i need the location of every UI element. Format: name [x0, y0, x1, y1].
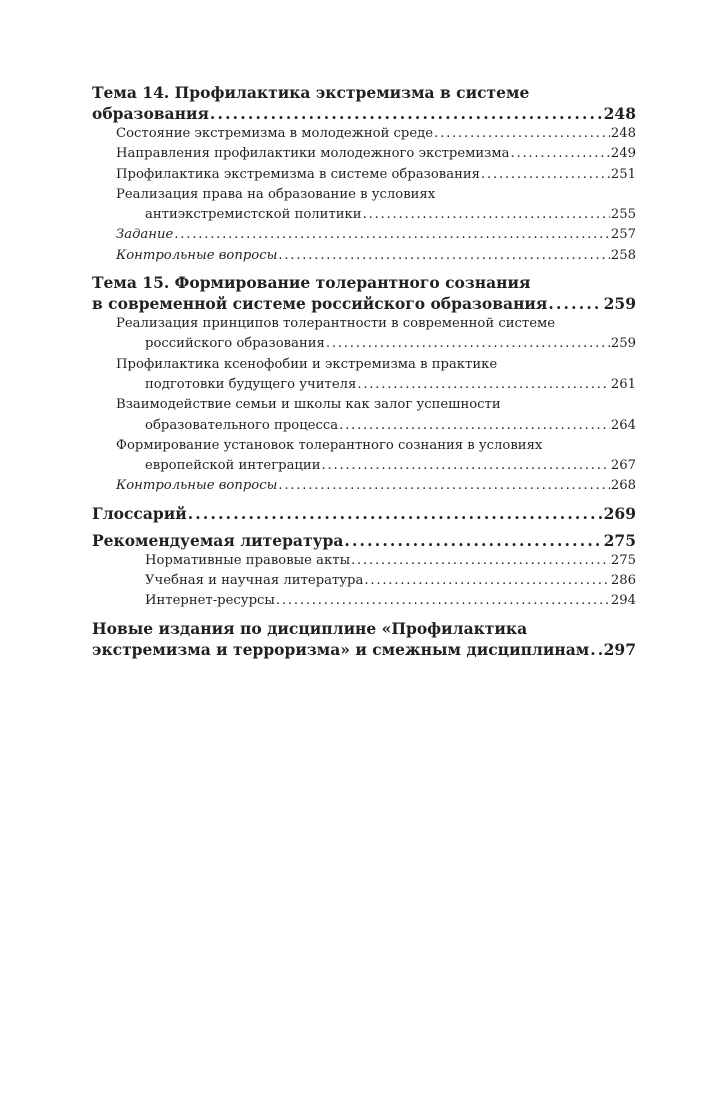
toc-item-title: Направления профилактики молодежного экстремизма [116, 146, 510, 162]
toc-item-legal-acts[interactable] [92, 551, 636, 571]
toc-item-page: 261 [610, 376, 636, 392]
toc-item-page: 268 [610, 478, 636, 494]
toc-item-title: Состояние экстремизма в молодежной среде [116, 126, 434, 141]
toc-item-page: 255 [610, 207, 636, 223]
toc-item-title-line1: Формирование установок толерантного сознания в условиях [116, 437, 543, 453]
toc-item-prevention-directions[interactable] [92, 144, 636, 164]
dot-leader [357, 375, 609, 395]
toc-glossary-page: 269 [603, 503, 636, 523]
toc-topic-14-heading-line2: образования [92, 104, 209, 123]
toc-literature-heading[interactable] [92, 530, 636, 551]
toc-item-title-line1: Реализация принципов толерантности в современной системе [116, 316, 556, 332]
toc-item-title-line1: Реализация права на образование в условиях [116, 186, 436, 202]
toc-item-page: 267 [610, 458, 636, 474]
toc-glossary [92, 503, 636, 524]
dot-leader [322, 456, 610, 476]
dot-leader [210, 103, 603, 124]
toc-item-page: 258 [610, 247, 636, 263]
toc-item-title: Задание [116, 227, 174, 243]
toc-item-title-line2: российского образования [145, 336, 325, 352]
dot-leader [326, 334, 610, 354]
toc-item-page: 294 [610, 593, 636, 609]
toc-item-title: Контрольные вопросы [116, 247, 278, 263]
dot-leader [344, 530, 602, 551]
toc-item-review-questions[interactable] [92, 246, 636, 266]
toc-item-title: Учебная и научная литература [145, 573, 364, 589]
toc-topic-14-heading[interactable] [92, 103, 636, 124]
toc-item-academic-literature[interactable] [92, 571, 636, 591]
toc-new-editions-line2: экстремизма и терроризма» и смежным дисциплинам [92, 639, 590, 659]
toc-item-title-line1: Профилактика ксенофобии и экстремизма в практике [116, 356, 498, 372]
toc-item-european-integration[interactable] [92, 436, 636, 477]
toc-item-xenophobia-prevention[interactable] [92, 355, 636, 396]
toc-item-title-line2: европейской интеграции [145, 458, 321, 474]
toc-topic-15-page: 259 [603, 294, 636, 314]
toc-new-editions [92, 618, 636, 660]
dot-leader [363, 205, 610, 225]
toc-item-title-line2: образовательного процесса [145, 417, 339, 433]
toc-item-prevention-education[interactable] [92, 165, 636, 185]
dot-leader [434, 124, 610, 144]
toc-item-page: 259 [610, 336, 636, 352]
toc-topic-14-heading-line1: Тема 14. Профилактика экстремизма в системе [92, 83, 530, 102]
dot-leader [481, 165, 610, 185]
toc-new-editions-line1: Новые издания по дисциплине «Профилактика [92, 618, 528, 638]
dot-leader [548, 293, 602, 314]
table-of-contents [92, 82, 636, 660]
toc-topic-15 [92, 272, 636, 497]
toc-item-title: Профилактика экстремизма в системе образования [116, 166, 480, 182]
toc-item-page: 264 [610, 417, 636, 433]
toc-literature-title: Рекомендуемая литература [92, 530, 344, 550]
dot-leader [276, 591, 610, 611]
toc-item-tolerance-principles[interactable] [92, 314, 636, 355]
dot-leader [590, 639, 602, 660]
toc-new-editions-page: 297 [603, 639, 636, 659]
toc-item-page: 275 [610, 552, 636, 568]
dot-leader [278, 246, 609, 266]
toc-item-title: Контрольные вопросы [116, 478, 278, 494]
toc-item-title: Нормативные правовые акты [145, 552, 351, 568]
toc-item-family-school[interactable] [92, 395, 636, 436]
dot-leader [174, 225, 610, 245]
toc-item-title-line2: антиэкстремистской политики [145, 207, 362, 223]
toc-item-assignment[interactable] [92, 225, 636, 245]
toc-item-title: Интернет-ресурсы [145, 593, 275, 609]
dot-leader [188, 503, 603, 524]
toc-literature [92, 530, 636, 612]
toc-topic-15-heading[interactable] [92, 293, 636, 314]
toc-topic-14-page: 248 [603, 104, 636, 123]
toc-item-page: 248 [610, 126, 636, 141]
toc-item-title-line2: подготовки будущего учителя [145, 376, 357, 392]
toc-item-right-to-education[interactable] [92, 185, 636, 226]
toc-item-page: 286 [610, 573, 636, 589]
toc-glossary-title: Глоссарий [92, 503, 187, 523]
toc-item-page: 257 [610, 227, 636, 243]
toc-topic-15-heading-line1: Тема 15. Формирование толерантного сознания [92, 273, 531, 293]
toc-item-internet-resources[interactable] [92, 591, 636, 611]
toc-item-title-line1: Взаимодействие семьи и школы как залог успешности [116, 397, 501, 413]
dot-leader [364, 571, 609, 591]
toc-item-page: 251 [610, 166, 636, 182]
toc-topic-14 [92, 82, 636, 266]
dot-leader [351, 551, 610, 571]
toc-item-youth-extremism[interactable] [92, 124, 636, 144]
toc-glossary-heading[interactable] [92, 503, 636, 524]
dot-leader [510, 144, 609, 164]
dot-leader [339, 416, 610, 436]
toc-item-review-questions[interactable] [92, 476, 636, 496]
dot-leader [278, 476, 609, 496]
toc-new-editions-heading[interactable] [92, 639, 636, 660]
toc-topic-15-heading-line2: в современной системе российского образования [92, 294, 548, 314]
toc-literature-page: 275 [603, 530, 636, 550]
toc-item-page: 249 [610, 146, 636, 162]
